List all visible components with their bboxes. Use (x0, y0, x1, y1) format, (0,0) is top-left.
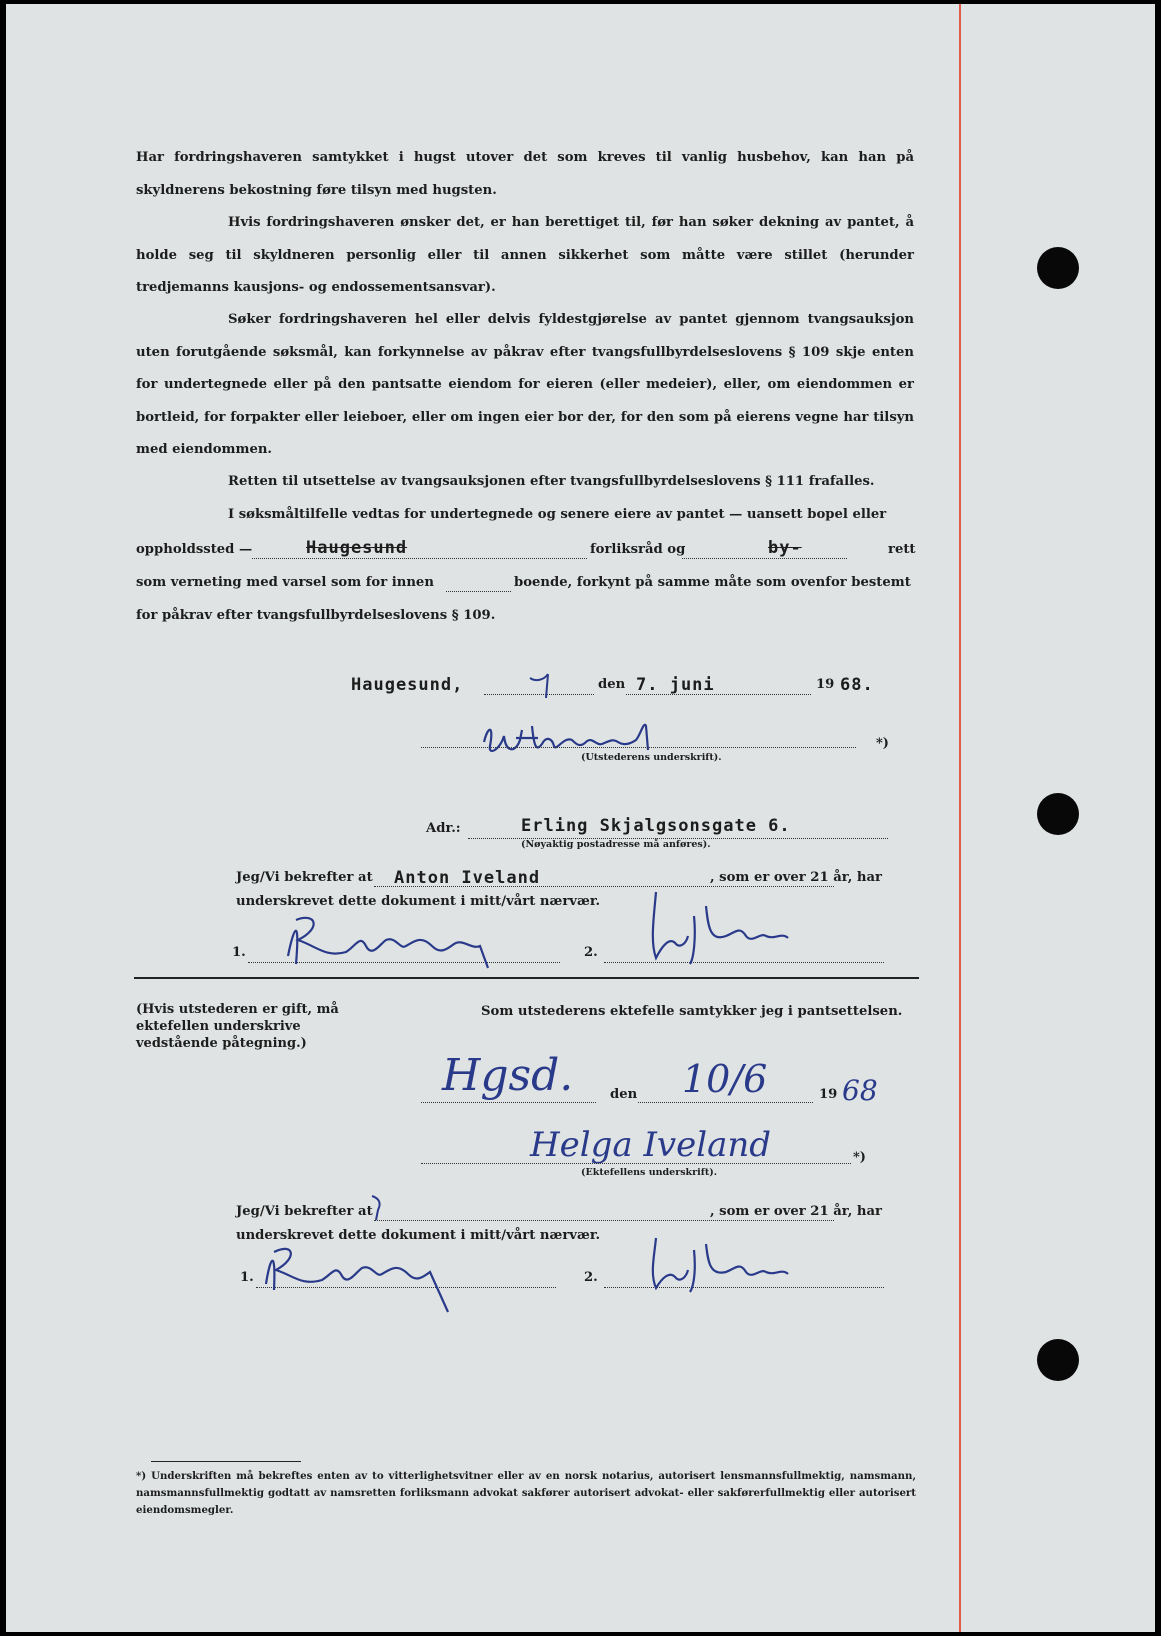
witness2-number-2: 2. (584, 1270, 598, 1285)
fill-line (682, 558, 847, 559)
spouse-star: *) (853, 1150, 866, 1165)
witness-text: underskrevet dette dokument i mitt/vårt nærvær. (236, 1228, 601, 1243)
witness2-number-1: 1. (240, 1270, 254, 1285)
punch-hole (1037, 247, 1079, 289)
witness1-name: Anton Iveland (394, 868, 541, 888)
spouse-year: 68 (842, 1074, 878, 1107)
fill-line (252, 558, 587, 559)
address-value: Erling Skjalgsonsgate 6. (521, 816, 791, 836)
paragraph-hugst: Har fordringshaveren samtykket i hugst utover det som kreves til vanlig husbehov, kan han på skyldnerens bekostning føre tilsyn med hugsten. (136, 150, 914, 198)
document-page (6, 4, 1155, 1632)
paragraph-personlig: Hvis fordringshaveren ønsker det, er han berettiget til, før han søker dekning av pantet, å holde seg til skyldneren personlig eller til annen sikkerhet som måtte være stillet (herunder tredjemanns kausjons- og endossementsansvar). (136, 215, 914, 295)
witness-text: underskrevet dette dokument i mitt/vårt nærvær. (236, 894, 601, 909)
witness-signature-1 (276, 906, 516, 976)
witness1-number-1: 1. (232, 945, 246, 960)
issuer-sig-label: (Utstederens underskrift). (581, 752, 722, 763)
spouse-den: den (610, 1087, 638, 1102)
venue-text: som verneting med varsel som for innen (136, 575, 434, 590)
address-label: Adr.: (426, 821, 461, 836)
fill-line (421, 1102, 596, 1103)
venue-text: boende, forkynt på samme måte som ovenfor bestemt (514, 575, 911, 590)
punch-hole (1037, 1339, 1079, 1381)
venue-court: by- (768, 538, 802, 558)
venue-text: for påkrav efter tvangsfullbyrdelseslovens § 109. (136, 608, 496, 623)
punch-hole (1037, 793, 1079, 835)
witness-signature-2 (636, 886, 806, 966)
paragraph-tvangsauksjon: Søker fordringshaveren hel eller delvis fyldestgjørelse av pantet gjennom tvangsauksjon uten forutgående søksmål, kan forkynnelse av påkrav efter tvangsfullbyrdelseslovens § 109 skje enten for undertegnede eller på den pantsatte eiendom for eieren (eller medeier), eller, om eiendommen er bortleid, for forpakter eller leieboer, eller om ingen eier bor der, for den som på eierens vegne har tilsyn med eiendommen. (136, 312, 914, 457)
issue-den: den (598, 677, 626, 692)
margin-line (959, 4, 961, 1632)
fill-line (421, 747, 856, 748)
footnote-rule (151, 1461, 301, 1462)
fill-line (446, 591, 511, 592)
spouse-note: (Hvis utstederen er gift, må ektefellen underskrive vedstående påtegning.) (136, 1002, 339, 1051)
handwritten-mark (526, 668, 556, 700)
witness-text: , som er over 21 år, har (710, 870, 883, 885)
venue-lead: oppholdssted — (136, 542, 253, 557)
issuer-star: *) (876, 736, 889, 751)
witness-text: Jeg/Vi bekrefter at (236, 1204, 373, 1219)
handwritten-mark (368, 1192, 388, 1222)
issue-date: 7. juni (636, 675, 715, 695)
witness-signature-3 (252, 1234, 472, 1314)
issue-place: Haugesund, (351, 675, 464, 695)
fill-line (421, 1163, 851, 1164)
paragraph-verneting: I søksmåltilfelle vedtas for undertegnede og senere eiere av pantet — uansett bopel eller (228, 507, 887, 522)
spouse-sig-label: (Ektefellens underskrift). (581, 1167, 718, 1178)
issue-year-prefix: 19 (816, 677, 835, 692)
spouse-place: Hgsd. (442, 1050, 574, 1101)
spouse-date: 10/6 (682, 1057, 768, 1101)
spouse-date-handwritten (676, 1040, 796, 1106)
paragraph-utsettelse: Retten til utsettelse av tvangsauksjonen efter tvangsfullbyrdelseslovens § 111 frafalles. (228, 474, 875, 489)
witness-signature-4 (636, 1234, 806, 1296)
witness-text: Jeg/Vi bekrefter at (236, 870, 373, 885)
witness-text: , som er over 21 år, har (710, 1204, 883, 1219)
spouse-signature-text: Helga Iveland (530, 1125, 772, 1165)
issue-year: 68. (840, 675, 874, 695)
address-hint: (Nøyaktig postadresse må anføres). (521, 839, 711, 850)
venue-mid: forliksråd og (590, 542, 686, 557)
footnote: *) Underskriften må bekreftes enten av to vitterlighetsvitner eller av en norsk notarius, autorisert lensmannsfullmektig, namsmann, namsmannsfullmektig godtatt av namsretten forliksmann advokat sakfører autorisert advokat- eller sakførerfullmektig eller autorisert eiendomsmegler. (136, 1470, 916, 1516)
witness1-number-2: 2. (584, 945, 598, 960)
fill-line (374, 1220, 834, 1221)
venue-place: Haugesund (306, 538, 408, 558)
venue-end: rett (888, 542, 916, 557)
spouse-year-handwritten (840, 1066, 900, 1110)
spouse-year-prefix: 19 (819, 1087, 838, 1102)
section-divider (134, 977, 919, 979)
spouse-consent: Som utstederens ektefelle samtykker jeg i pantsettelsen. (481, 1004, 903, 1019)
